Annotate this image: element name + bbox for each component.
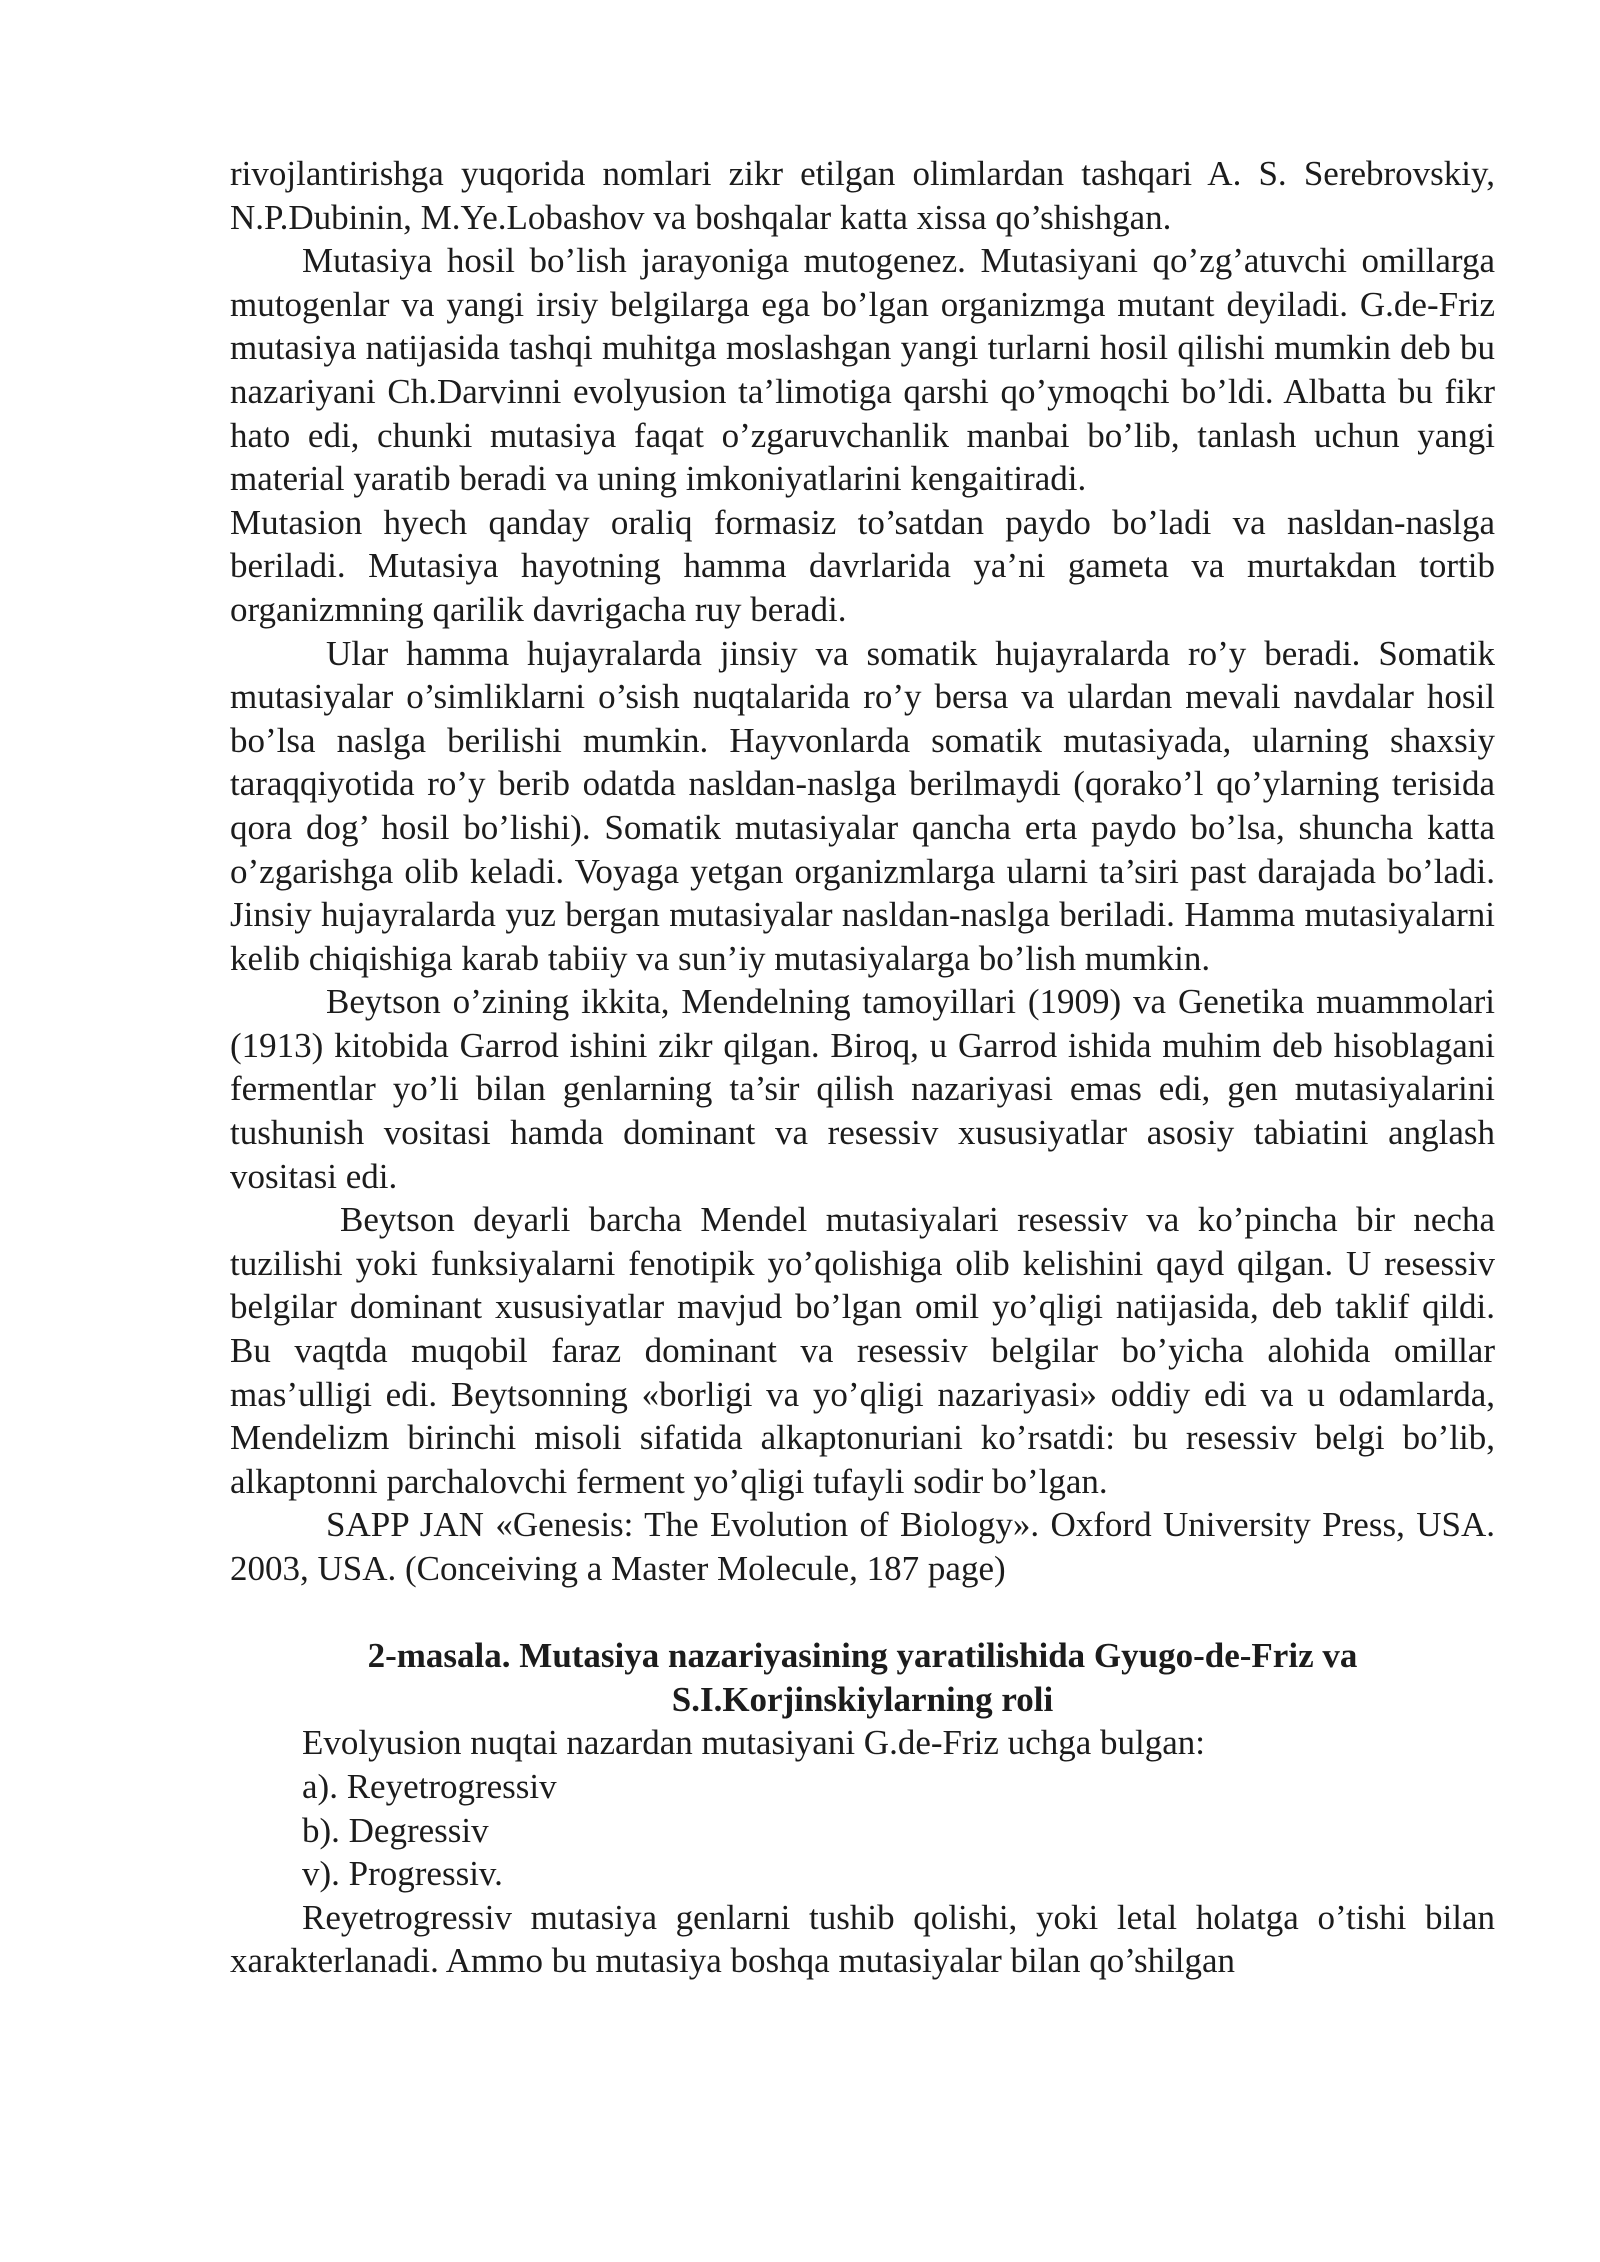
paragraph-somatic-mutations: Ular hamma hujayralarda jinsiy va somatik hujayralarda ro’y beradi. Somatik mutasiyalar o’simliklarni o’sish nuqtalarida ro’y bersa va ulardan mevali navdalar hosil bo’lsa naslga berilishi mumkin. Hayvonlarda somatik mutasiyada, ularning shaxsiy taraqqiyotida ro’y berib odatda nasldan-naslga berilmaydi (qorako’l qo’ylarning terisida qora dog’ hosil bo’lishi). Somatik mutasiyalar qancha erta paydo bo’lsa, shuncha katta o’zgarishga olib keladi. Voyaga yetgan organizmlarga ularni ta’siri past darajada bo’ladi. Jinsiy hujayralarda yuz bergan mutasiyalar nasldan-naslga beriladi. Hamma mutasiyalarni kelib chiqishiga karab tabiiy va sun’iy mutasiyalarga bo’lish mumkin. xyxy=(230,633,1495,978)
paragraph-mutagenesis: Mutasiya hosil bo’lish jarayoniga mutogenez. Mutasiyani qo’zg’atuvchi omillarga mutogenlar va yangi irsiy belgilarga ega bo’lgan organizmga mutant deyiladi. G.de-Friz mutasiya natijasida tashqi muhitga moslashgan yangi turlarni hosil qilishi mumkin deb bu nazariyani Ch.Darvinni evolyusion ta’limotiga qarshi qo’ymoqchi bo’ldi. Albatta bu fikr hato edi, chunki mutasiya faqat o’zgaruvchanlik manbai bo’lib, tanlash uchun yangi material yaratib beradi va uning imkoniyatlarini kengaitiradi. xyxy=(230,241,1495,499)
blank-line xyxy=(230,1591,1495,1635)
list-item: a). Reyetrogressiv xyxy=(302,1766,557,1806)
paragraph-bateson-recessive: Beytson deyarli barcha Mendel mutasiyalari resessiv va ko’pincha bir necha tuzilishi yoki funksiyalarni fenotipik yo’qolishiga olib kelishini qayd qilgan. U resessiv belgilar dominant xususiyatlar mavjud bo’lgan omil yo’qligi natijasida, deb taklif qildi. Bu vaqtda muqobil faraz dominant va resessiv belgilar bo’yicha alohida omillar mas’ulligi edi. Beytsonning «borligi va yo’qligi nazariyasi» oddiy edi va u odamlarda, Mendelizm birinchi misoli sifatida alkaptonuriani ko’rsatdi: bu resessiv belgi bo’lib, alkaptonni parchalovchi ferment yo’qligi tufayli sodir bo’lgan. xyxy=(230,1200,1495,1501)
citation-sapp: SAPP JAN «Genesis: The Evolution of Biology». Oxford University Press, USA. 2003, USA. (Conceiving a Master Molecule, 187 page) xyxy=(230,1505,1495,1588)
section-intro: Evolyusion nuqtai nazardan mutasiyani G.de-Friz uchga bulgan: xyxy=(302,1723,1205,1763)
section-heading-line-2: S.I.Korjinskiylarning roli xyxy=(671,1679,1054,1719)
paragraph-continuation: rivojlantirishga yuqorida nomlari zikr etilgan olimlardan tashqari A. S. Serebrovskiy, N.P.Dubinin, M.Ye.Lobashov va boshqalar katta xissa qo’shishgan. xyxy=(230,154,1495,237)
paragraph-bateson-books: Beytson o’zining ikkita, Mendelning tamoyillari (1909) va Genetika muammolari (1913) kitobida Garrod ishini zikr qilgan. Biroq, u Garrod ishida muhim deb hisoblagani fermentlar yo’li bilan genlarning ta’sir qilish nazariyasi emas edi, gen mutasiyalarini tushunish vositasi hamda dominant va resessiv xususiyatlar asosiy tabiatini anglash vositasi edi. xyxy=(230,982,1495,1196)
document-page xyxy=(230,152,1495,1983)
paragraph-mutation-origin: Mutasion hyech qanday oraliq formasiz to’satdan paydo bo’ladi va nasldan-naslga beriladi. Mutasiya hayotning hamma davrlarida ya’ni gameta va murtakdan tortib organizmning qarilik davrigacha ruy beradi. xyxy=(230,502,1495,629)
paragraph-retrogressive: Reyetrogressiv mutasiya genlarni tushib qolishi, yoki letal holatga o’tishi bilan xarakterlanadi. Ammo bu mutasiya boshqa mutasiyalar bilan qo’shilgan xyxy=(230,1897,1495,1981)
list-item: b). Degressiv xyxy=(302,1810,489,1850)
list-item: v). Progressiv. xyxy=(302,1854,503,1894)
section-heading xyxy=(230,1634,1495,1721)
section-heading-line-1: 2-masala. Mutasiya nazariyasining yaratilishida Gyugo-de-Friz va xyxy=(367,1636,1358,1676)
